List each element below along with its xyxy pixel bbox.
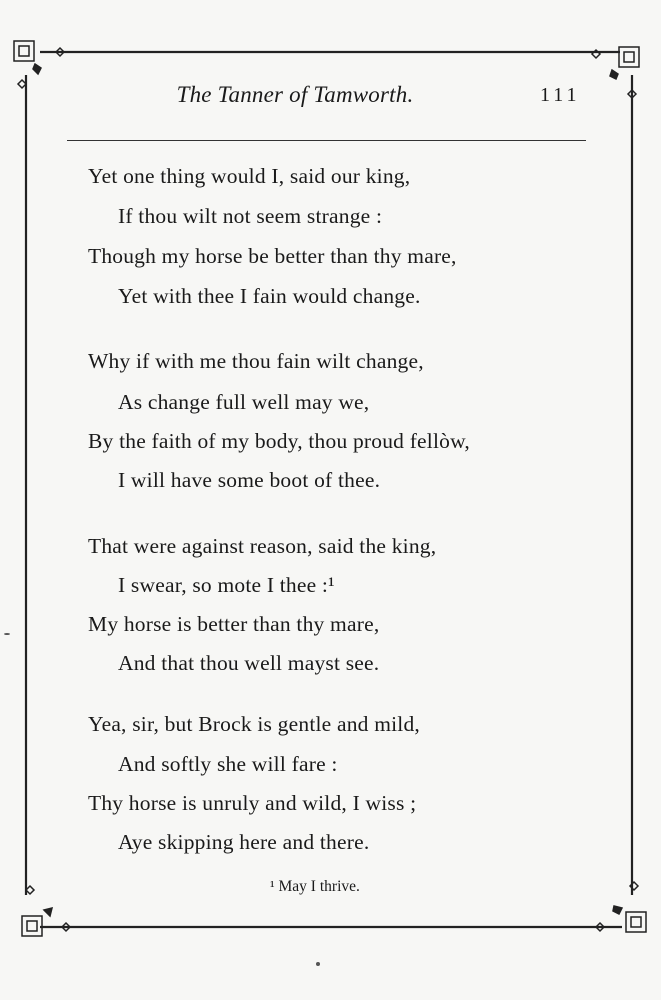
corner-ornament-bottom-right (596, 882, 646, 932)
verse-line: That were against reason, said the king, (88, 534, 437, 558)
verse-line: Yet one thing would I, said our king, (88, 164, 411, 188)
print-speck (4, 633, 10, 635)
corner-ornament-top-right (592, 47, 639, 98)
verse-line: Thy horse is unruly and wild, I wiss ; (88, 791, 417, 815)
verse-line: As change full well may we, (118, 390, 370, 414)
verse-line: By the faith of my body, thou proud fellòw, (88, 429, 471, 453)
verse-line: And softly she will fare : (118, 752, 338, 776)
verse-line: Yea, sir, but Brock is gentle and mild, (88, 712, 421, 736)
verse-line: If thou wilt not seem strange : (118, 204, 383, 228)
print-speck (316, 962, 320, 966)
verse-line: Though my horse be better than thy mare, (88, 244, 457, 268)
verse-line: And that thou well mayst see. (118, 651, 380, 675)
verse-line: Why if with me thou fain wilt change, (88, 349, 424, 373)
footnote: ¹ May I thrive. (270, 878, 360, 895)
verse-line: I swear, so mote I thee :¹ (118, 573, 335, 597)
verse-line: Aye skipping here and there. (118, 830, 370, 854)
verse-line: Yet with thee I fain would change. (118, 284, 421, 308)
corner-ornament-top-left (14, 41, 64, 88)
page-number: 111 (540, 84, 581, 106)
verse-line: I will have some boot of thee. (118, 468, 381, 492)
verse-line: My horse is better than thy mare, (88, 612, 380, 636)
header-rule (67, 140, 586, 141)
running-title: The Tanner of Tamworth. (176, 82, 414, 107)
corner-ornament-bottom-left (22, 886, 70, 936)
